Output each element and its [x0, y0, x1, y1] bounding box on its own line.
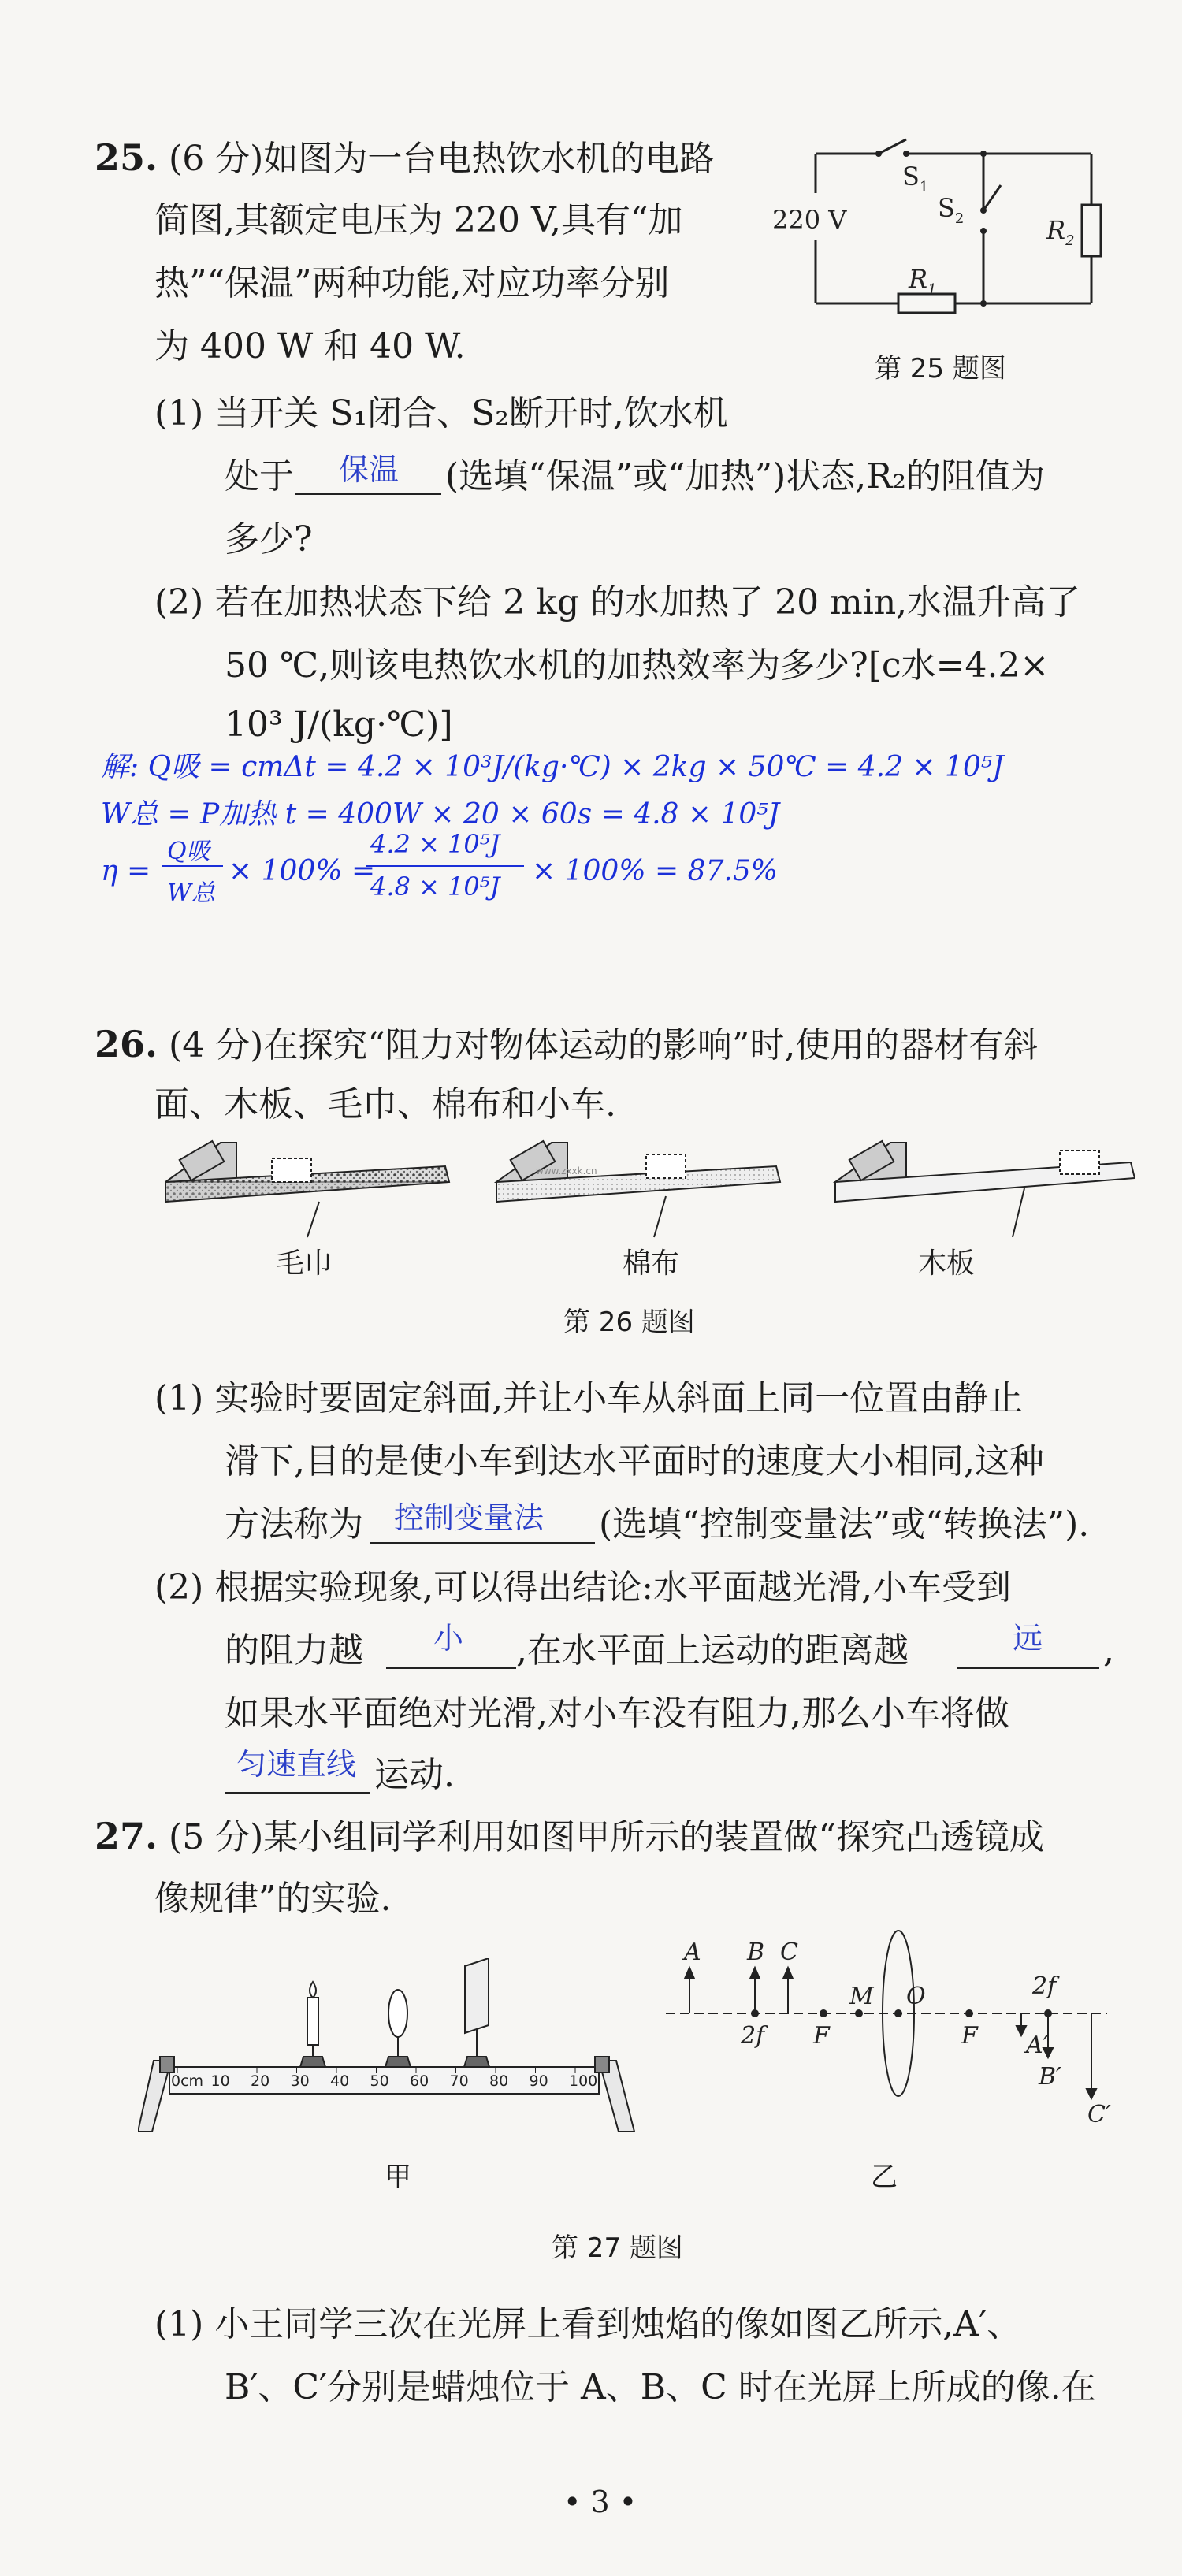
q26-label-wood: 木板: [918, 1247, 976, 1280]
r2-label: R: [1046, 215, 1066, 245]
svg-text:R2: $R_2$: [1046, 215, 1075, 249]
q25-line-3: 热”“保温”两种功能,对应功率分别: [154, 263, 670, 303]
s2-label: S: [938, 193, 955, 223]
svg-text:R1: $R_1$: [909, 264, 937, 298]
q27-p1-line-1: (1) 小王同学三次在光屏上看到烛焰的像如图乙所示,A′、: [154, 2304, 1022, 2344]
q26-p1-line-2: 滑下,目的是使小车到达水平面时的速度大小相同,这种: [225, 1441, 1044, 1481]
q26-p2-line-2-c: ,: [1103, 1630, 1114, 1671]
q25-circuit-diagram: [772, 138, 1135, 327]
q26-p2-answer-3: 匀速直线: [236, 1747, 357, 1782]
ruler-tick-label: 20: [251, 2072, 270, 2090]
optical-bench-figure: [138, 1958, 650, 2136]
q25-frac1-bar: [162, 865, 223, 867]
q26-p2-line-2-a: 的阻力越: [225, 1630, 363, 1671]
q25-p1-line-1: (1) 当开关 S₁闭合、S₂断开时,饮水机: [154, 393, 728, 433]
q26-line-1: [95, 1020, 1038, 1069]
q25-solution-end: × 100% = 87.5%: [532, 855, 778, 887]
q27-line-1: [95, 1812, 1044, 1861]
q25-frac2-num: 4.2 × 10⁵J: [370, 829, 500, 859]
label-O: O: [906, 1983, 926, 2010]
label-B: B: [747, 1939, 765, 1966]
ruler-tick-label: 80: [489, 2072, 509, 2090]
label-C: C: [780, 1939, 798, 1966]
ruler-tick-label: 70: [449, 2072, 469, 2090]
q26-line-2: 面、木板、毛巾、棉布和小车.: [154, 1084, 616, 1124]
svg-text:S1: $S_1$: [902, 162, 929, 195]
ruler-tick-label: 0cm: [171, 2072, 204, 2090]
svg-text:S2: $S_2$: [938, 193, 965, 227]
q25-frac1-num: Q吸: [167, 838, 210, 865]
q25-p1-blank: [296, 492, 441, 495]
ruler-tick-label: 60: [410, 2072, 429, 2090]
q26-p2-blank-1: [386, 1666, 516, 1669]
voltage-label: 220 V: [772, 205, 847, 235]
label-F-left: F: [813, 2022, 830, 2050]
q25-p1-answer: 保温: [339, 452, 400, 487]
label-A: A: [684, 1939, 701, 1966]
q27-line-2: 像规律”的实验.: [154, 1879, 392, 1919]
q26-text-1: (4 分)在探究“阻力对物体运动的影响”时,使用的器材有斜: [169, 1025, 1039, 1065]
label-C-prime: C′: [1087, 2101, 1111, 2128]
q25-p1-line-2-post: (选填“保温”或“加热”)状态,R₂的阻值为: [445, 456, 1046, 496]
label-F-right: F: [961, 2022, 978, 2050]
q25-solution-line-2: W总 = P加热 t = 400W × 20 × 60s = 4.8 × 10⁵J: [101, 798, 780, 831]
q25-solution-line-1: 解: Q吸 = cmΔt = 4.2 × 10³J/(kg·℃) × 2kg × 50℃ = 4.2 × 10⁵J: [101, 751, 1004, 783]
q25-number: 25.: [95, 136, 158, 179]
q26-label-towel: 毛巾: [276, 1247, 333, 1280]
q26-p2-blank-2: [957, 1666, 1099, 1669]
ramp-wood: [835, 1141, 1135, 1202]
q26-p2-blank-3: [225, 1790, 370, 1794]
label-yi: 乙: [871, 2162, 898, 2193]
label-2f-right: 2f: [1032, 1972, 1057, 2000]
label-2f-left: 2f: [741, 2022, 765, 2050]
q26-p1-blank: [370, 1541, 595, 1544]
q26-p2-answer-2: 远: [1013, 1621, 1043, 1656]
q27-figure-caption: 第 27 题图: [552, 2232, 683, 2264]
q25-line-1: [95, 134, 714, 183]
q25-text-1: (6 分)如图为一台电热饮水机的电路: [169, 139, 715, 179]
q25-solution-eta: η =: [101, 855, 151, 887]
q26-p2-answer-1: 小: [433, 1621, 464, 1656]
q26-p1-answer: 控制变量法: [394, 1500, 545, 1535]
q25-frac2-den: 4.8 × 10⁵J: [370, 872, 500, 901]
q25-p1-line-2-pre: 处于: [225, 456, 294, 496]
ruler-tick-label: 90: [529, 2072, 548, 2090]
q26-p2-line-2-b: ,在水平面上运动的距离越: [516, 1630, 909, 1671]
ruler-tick-label: 50: [370, 2072, 389, 2090]
q25-p2-line-2: 50 ℃,则该电热饮水机的加热效率为多少?[c水=4.2×: [225, 645, 1050, 686]
ramp-towel: [165, 1141, 449, 1202]
q26-p1-line-1: (1) 实验时要固定斜面,并让小车从斜面上同一位置由静止: [154, 1378, 1024, 1418]
q25-line-2: 简图,其额定电压为 220 V,具有“加: [154, 200, 683, 240]
page-number: • 3 •: [563, 2485, 637, 2519]
q25-p1-line-3: 多少?: [225, 519, 313, 559]
r1-label: R: [909, 264, 928, 294]
q26-label-cotton: 棉布: [623, 1247, 680, 1280]
label-M: M: [849, 1983, 874, 2010]
q25-figure-caption: 第 25 题图: [875, 353, 1006, 385]
q26-figure-caption: 第 26 题图: [563, 1307, 695, 1338]
q26-p2-line-1: (2) 根据实验现象,可以得出结论:水平面越光滑,小车受到: [154, 1567, 1012, 1608]
q25-frac2-bar: [366, 865, 524, 867]
q26-p1-line-3-pre: 方法称为: [225, 1504, 363, 1544]
q27-number: 27.: [95, 1815, 158, 1857]
q26-p2-line-3: 如果水平面绝对光滑,对小车没有阻力,那么小车将做: [225, 1693, 1009, 1734]
q25-line-4: 为 400 W 和 40 W.: [154, 326, 466, 366]
q25-frac1-den: W总: [167, 879, 215, 907]
label-B-prime: B′: [1039, 2063, 1061, 2091]
ruler-tick-label: 10: [210, 2072, 230, 2090]
q27-text-1: (5 分)某小组同学利用如图甲所示的装置做“探究凸透镜成: [169, 1817, 1044, 1857]
q27-p1-line-2: B′、C′分别是蜡烛位于 A、B、C 时在光屏上所成的像.在: [225, 2367, 1096, 2407]
ruler-tick-label: 100: [569, 2072, 598, 2090]
q26-p2-line-4-post: 运动.: [374, 1755, 455, 1795]
q25-solution-mid: × 100% =: [229, 855, 376, 887]
q26-watermark: www.zxxk.cn: [536, 1165, 597, 1176]
s1-label: S: [902, 162, 920, 191]
label-jia: 甲: [385, 2162, 411, 2193]
q26-number: 26.: [95, 1023, 158, 1065]
q25-p2-line-3: 10³ J/(kg·℃)]: [225, 704, 453, 745]
label-A-prime: A′: [1026, 2031, 1049, 2059]
q26-p1-line-3-post: (选填“控制变量法”或“转换法”).: [599, 1504, 1090, 1544]
lens-image-figure: [662, 1911, 1119, 2139]
ruler-tick-label: 30: [290, 2072, 310, 2090]
ruler-tick-label: 40: [330, 2072, 350, 2090]
q25-p2-line-1: (2) 若在加热状态下给 2 kg 的水加热了 20 min,水温升高了: [154, 582, 1081, 623]
